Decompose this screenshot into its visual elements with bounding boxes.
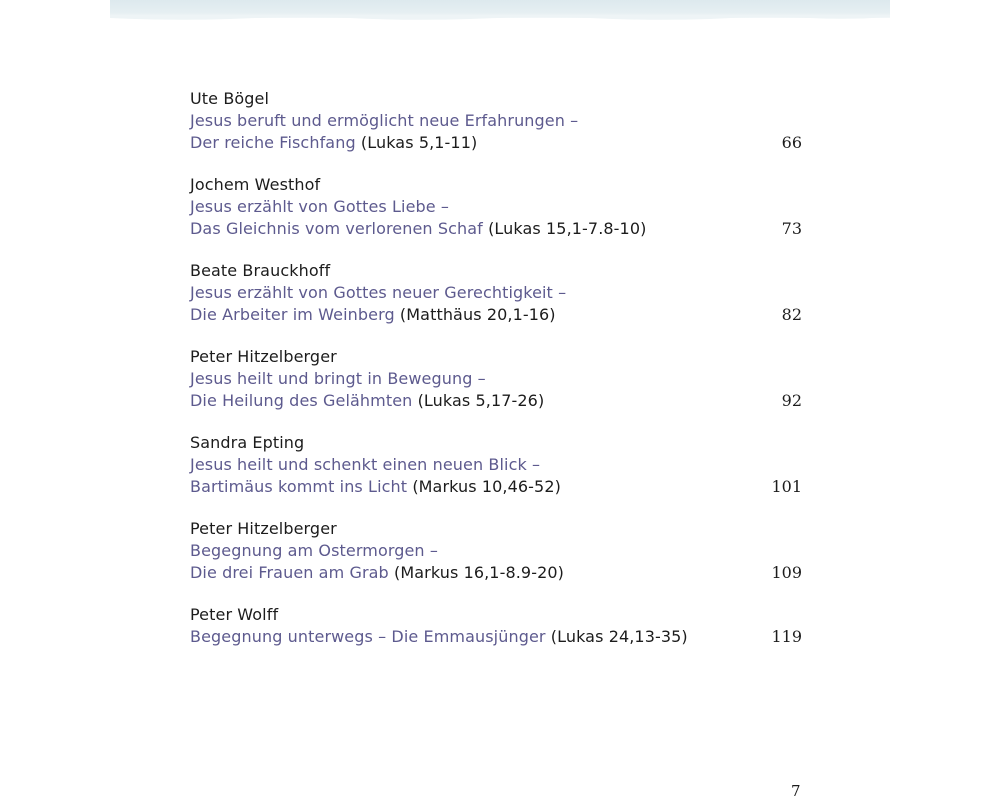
entry-title-line: Begegnung unterwegs – Die Emmausjünger: [190, 627, 546, 646]
entry-page-number: 66: [781, 133, 802, 152]
entry-bible-reference: (Lukas 24,13-35): [550, 627, 688, 646]
toc-entry: [190, 432, 802, 498]
table-of-contents: [190, 88, 802, 668]
toc-entry: [190, 346, 802, 412]
entry-author: Peter Hitzelberger: [190, 347, 337, 366]
entry-page-number: 109: [771, 563, 802, 582]
entry-title-line: Der reiche Fischfang: [190, 133, 356, 152]
entry-author: Peter Hitzelberger: [190, 519, 337, 538]
toc-entry: [190, 88, 802, 154]
entry-title-line: Begegnung am Ostermorgen –: [190, 541, 438, 560]
entry-title-line: Bartimäus kommt ins Licht: [190, 477, 408, 496]
toc-entry: [190, 260, 802, 326]
torn-edge-shape: [110, 15, 890, 21]
entry-author: Beate Brauckhoff: [190, 261, 331, 280]
top-decorative-band: [110, 0, 890, 18]
entry-title-line: Die Arbeiter im Weinberg: [190, 305, 395, 324]
entry-bible-reference: (Markus 16,1-8.9-20): [394, 563, 564, 582]
entry-bible-reference: (Lukas 5,17-26): [417, 391, 545, 410]
entry-author: Sandra Epting: [190, 433, 305, 452]
entry-page-number: 73: [781, 219, 802, 238]
entry-title-line: Die Heilung des Gelähmten: [190, 391, 413, 410]
entry-page-number: 101: [771, 477, 802, 496]
entry-author: Peter Wolff: [190, 605, 279, 624]
entry-author: Ute Bögel: [190, 89, 270, 108]
entry-title-line: Das Gleichnis vom verlorenen Schaf: [190, 219, 483, 238]
entry-bible-reference: (Markus 10,46-52): [412, 477, 561, 496]
toc-entry: [190, 604, 802, 648]
entry-title-line: Jesus erzählt von Gottes Liebe –: [190, 197, 450, 216]
entry-page-number: 92: [781, 391, 802, 410]
entry-title-line: Die drei Frauen am Grab: [190, 563, 389, 582]
page-folio-number: 7: [791, 782, 801, 800]
entry-bible-reference: (Lukas 5,1-11): [360, 133, 478, 152]
entry-page-number: 82: [781, 305, 802, 324]
toc-entry: [190, 174, 802, 240]
entry-bible-reference: (Lukas 15,1-7.8-10): [488, 219, 647, 238]
toc-entry: [190, 518, 802, 584]
entry-title-line: Jesus heilt und schenkt einen neuen Blick –: [190, 455, 541, 474]
entry-title-line: Jesus erzählt von Gottes neuer Gerechtigkeit –: [190, 283, 567, 302]
entry-page-number: 119: [771, 627, 802, 646]
entry-title-line: Jesus beruft und ermöglicht neue Erfahrungen –: [190, 111, 579, 130]
entry-title-line: Jesus heilt und bringt in Bewegung –: [190, 369, 486, 388]
entry-bible-reference: (Matthäus 20,1-16): [399, 305, 556, 324]
entry-author: Jochem Westhof: [190, 175, 321, 194]
